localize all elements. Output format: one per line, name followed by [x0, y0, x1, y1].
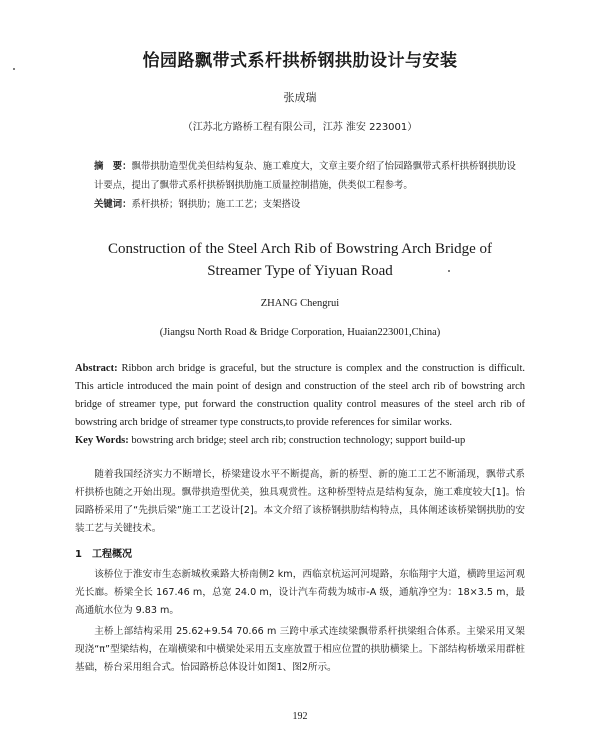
- abstract-zh-block: [94, 157, 524, 214]
- keywords-zh-text: 系杆拱桥；钢拱肋；施工工艺；支架搭设: [131, 199, 301, 210]
- intro-paragraph: 随着我国经济实力不断增长，桥梁建设水平不断提高，新的桥型、新的施工工艺不断涌现，飘带式系杆拱桥也随之开始出现。飘带拱造型优美，独具观赏性。这种桥型特点是结构复杂，施工难度较大[1]。怡园路桥采用了“先拱后梁”施工工艺设计[2]。本文介绍了该桥钢拱肋结构特点，具体阐述该桥梁钢拱肋的安装工艺与关键技术。: [75, 469, 525, 534]
- author-zh: 张成瑞: [283, 91, 317, 104]
- author-en: ZHANG Chengrui: [260, 298, 340, 309]
- abstract-en-block: [75, 360, 525, 450]
- abstract-zh-label: 摘 要：: [94, 161, 132, 172]
- abstract-zh: [94, 157, 524, 195]
- title-en-line2: Streamer Type of Yiyuan Road: [207, 263, 393, 279]
- scan-speck: [448, 270, 450, 272]
- section-paragraph-1: 该桥位于淮安市生态新城枚乘路大桥南侧2 km，西临京杭运河河堤路，东临翔宇大道，横跨里运河观光长廊。桥梁全长 167.46 m，总宽 24.0 m，设计汽车荷载为城市-A 级，通航净空为：18×3.5 m，最高通航水位为 9.83 m。: [75, 569, 525, 616]
- title-zh: 怡园路飘带式系杆拱桥钢拱肋设计与安装: [142, 51, 458, 71]
- title-en: [0, 238, 600, 282]
- section-heading: [75, 545, 142, 560]
- page-number: 192: [292, 711, 308, 722]
- affiliation-en: (Jiangsu North Road & Bridge Corporation, Huaian223001,China): [159, 327, 441, 338]
- keywords-en-text: bowstring arch bridge; steel arch rib; construction technology; support build-up: [131, 435, 466, 446]
- keywords-zh: [94, 195, 524, 214]
- keywords-en-label: Key Words:: [75, 435, 129, 446]
- abstract-en: [75, 360, 525, 432]
- section-paragraph-2: 主桥上部结构采用 25.62+9.54 70.66 m 三跨中承式连续梁飘带系杆拱梁组合体系。主梁采用叉架现浇“π”型梁结构，在端横梁和中横梁处采用五支座放置于相应位置的拱肋横梁上。下部结构桥墩采用群桩基础，桥台采用组合式。怡园路桥总体设计如图1、图2所示。: [75, 626, 525, 673]
- abstract-zh-text: 飘带拱肋造型优美但结构复杂、施工难度大，文章主要介绍了怡园路飘带式系杆拱桥钢拱肋设计要点，提出了飘带式系杆拱桥钢拱肋施工质量控制措施，供类似工程参考。: [94, 161, 516, 191]
- title-en-line1: Construction of the Steel Arch Rib of Bowstring Arch Bridge of: [107, 241, 493, 257]
- affiliation-zh: （江苏北方路桥工程有限公司，江苏 淮安 223001）: [182, 122, 418, 133]
- keywords-en: [75, 432, 525, 450]
- abstract-en-text: Ribbon arch bridge is graceful, but the structure is complex and the construction is difficult. This article introduced the main point of design and construction of the steel arch rib of bowstring arch bridge of streamer type, put forward the construction quality control measures of the steel arch rib of bowstring arch bridge of streamer type constructs,to provide references for similar works.: [75, 363, 526, 428]
- section-number: 1: [75, 549, 82, 560]
- abstract-en-label: Abstract:: [75, 363, 118, 374]
- scan-speck: [13, 68, 15, 70]
- keywords-zh-label: 关键词：: [94, 199, 132, 210]
- section-title: 工程概况: [91, 549, 132, 560]
